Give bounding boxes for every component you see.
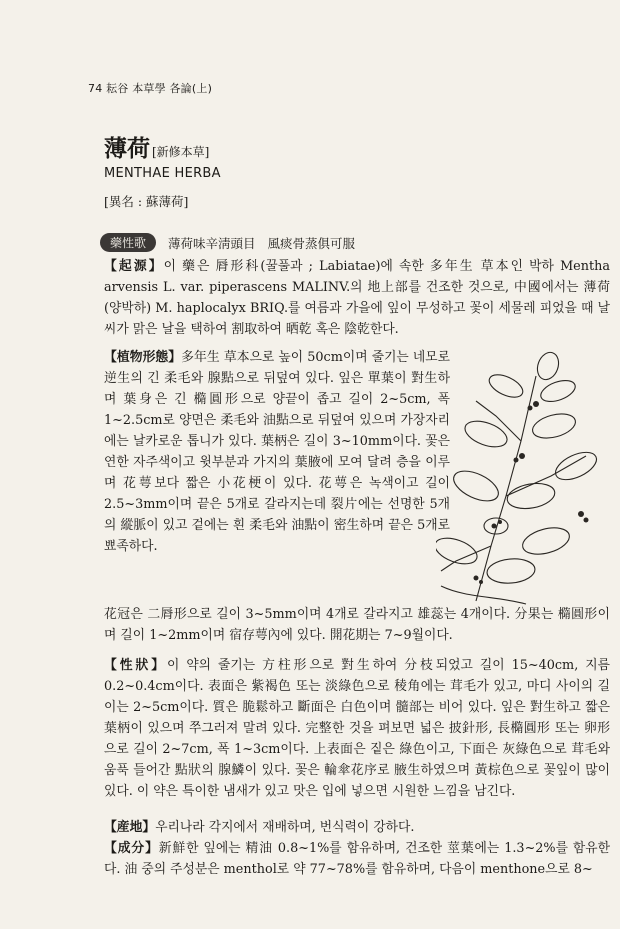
entry-title [104,130,209,163]
synonym: [異名 : 蘇薄荷] [104,194,189,209]
section-label: 【植物形態】 [104,350,182,365]
morphology-continued: 花冠은 二脣形으로 길이 3~5mm이며 4개로 갈라지고 雄蕊는 4개이다. 分果는 橢圓形이며 길이 1~2mm이며 宿存萼內에 있다. 開花期는 7~9월이다. [104,607,610,643]
latin-name: MENTHAE HERBA [104,166,221,181]
verse-badge: 藥性歌 [100,233,156,252]
section-label: 【起源】 [104,259,164,274]
morphology-section [104,347,450,557]
section-text: 우리나라 각지에서 재배하며, 번식력이 강하다. [155,820,415,835]
properties-section [104,655,610,802]
verse-line-1: 薄荷味辛淸頭目 [168,235,256,251]
origin-section [104,256,610,340]
section-text: 이 약의 줄기는 方柱形으로 對生하여 分枝되었고 길이 15~40cm, 지름 0.2~0.4cm이다. 表面은 紫褐色 또는 淡綠色으로 稜角에는 茸毛가 있고, 마디 사이의 길이는 2~5cm이다. 質은 脆鬆하고 斷面은 白色이며 髓部는 비어 있다. 잎은 對生하고 짧은 葉柄이 있으며 쭈그러져 말려 있다. 完整한 것을 펴보면 넓은 披針形, 長橢圓形 또는 卵形으로 길이 2~7cm, 폭 1~3cm이다. 上表面은 짙은 綠色이고, 下面은 灰綠色으로 茸毛와 움푹 들어간 點狀의 腺鱗이 있다. 꽃은 輪傘花序로 腋生하였으며 黃棕色으로 꽃잎이 많이 있다. 이 약은 특이한 냄새가 있고 맛은 입에 넣으면 시원한 느낌을 남긴다. [104,658,610,799]
verse-row [100,233,355,252]
section-label: 【性狀】 [104,658,167,673]
components-section [104,838,610,880]
section-text: 多年生 草本으로 높이 50cm이며 줄기는 네모로 逆生의 긴 柔毛와 腺點으로 뒤덮여 있다. 잎은 單葉이 對生하며 葉身은 긴 橢圓形으로 양끝이 좁고 길이 2~5cm, 폭 1~2.5cm로 양면은 柔毛와 油點으로 뒤덮여 있으며 가장자리에는 날카로운 톱니가 있다. 葉柄은 길이 3~10mm이다. 꽃은 연한 자주색이고 윗부분과 가지의 葉腋에 모여 달려 층을 이루며 花萼보다 짧은 小花梗이 있다. 花萼은 녹색이고 길이 2.5~3mm이며 끝은 5개로 갈라지는데 裂片에는 선명한 5개의 縱脈이 있고 겉에는 흰 柔毛와 油點이 密生하며 끝은 5개로 뾰족하다. [104,350,451,554]
mint-plant-illustration [436,346,604,608]
herb-name: 薄荷 [104,135,150,162]
page-header: 74 耘谷 本草學 各論(上) [88,82,213,95]
section-label: 【産地】 [104,820,156,835]
section-text: 이 藥은 脣形科(꿀풀과 ; Labiatae)에 속한 多年生 草本인 박하 Mentha arvensis L. var. piperascens MALINV.의 地上部를 건조한 것으로, 中國에서는 薄荷(양박하) M. haplocalyx BRIQ.를 여름과 가을에 잎이 무성하고 꽃이 세물레 피었을 때 날씨가 맑은 날을 택하여 割取하여 晒乾 혹은 陰乾한다. [104,259,610,337]
source-reference: [新修本草] [152,145,210,159]
verse-line-2: 風痰骨蒸俱可服 [267,235,356,251]
section-text: 新鮮한 잎에는 精油 0.8~1%를 함유하며, 건조한 莖葉에는 1.3~2%를 함유한다. 油 중의 주성분은 menthol로 약 77~78%를 함유하며, 다음이 menthone으로 8~ [104,841,611,877]
section-label: 【成分】 [104,841,159,856]
origin-place-section [104,817,610,838]
